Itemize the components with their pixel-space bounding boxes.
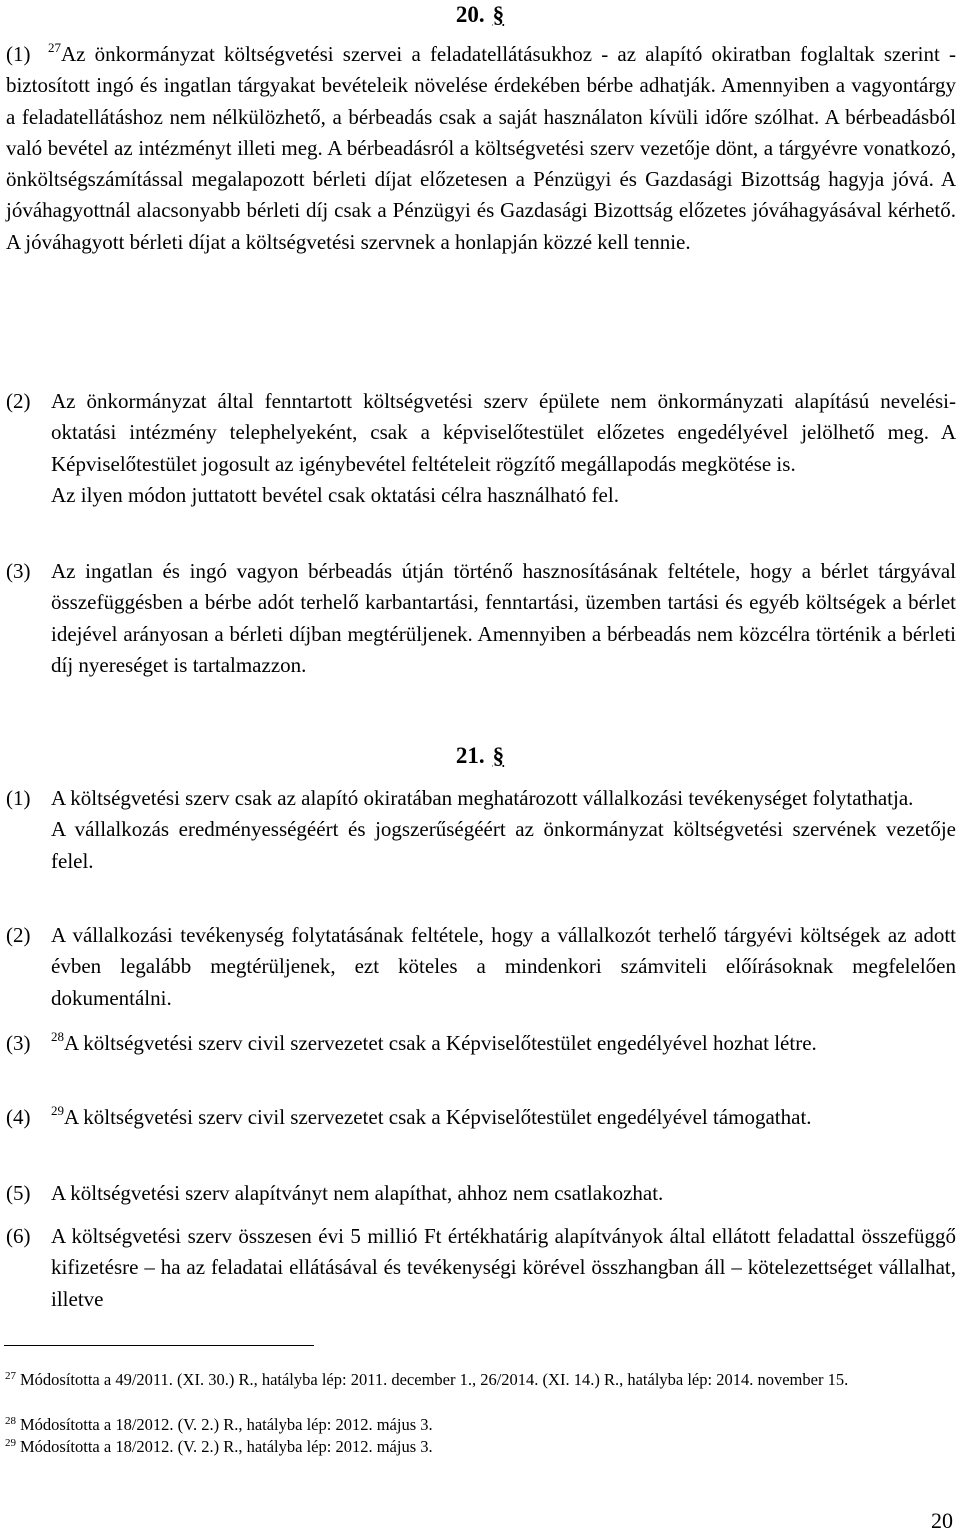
section-symbol: § (492, 2, 505, 27)
paragraph-number: (4) (6, 1105, 31, 1129)
paragraph-text (51, 1178, 956, 1209)
paragraph-text (51, 920, 956, 1014)
footnote-ref: 29 (51, 1103, 64, 1118)
footnote-number: 28 (5, 1415, 16, 1427)
paragraph-content: Az önkormányzat által fenntartott költségvetési szerv épülete nem önkormányzati alapítású nevelési-oktatási intézmény telephelyeként, csak a képviselőtestület előzetes engedélyével jelölhető meg. A Képviselőtestület jogosult az igénybevétel feltételeit rögzítő megállapodás megkötése is. (51, 389, 956, 476)
paragraph-number: (2) (6, 923, 31, 947)
footnote-text: Módosította a 49/2011. (XI. 30.) R., hatályba lép: 2011. december 1., 26/2014. (XI. 14.) R., hatályba lép: 2014. november 15. (20, 1370, 849, 1389)
paragraph-20-3 (6, 556, 956, 716)
paragraph-content: Az ingatlan és ingó vagyon bérbeadás útján történő hasznosításának feltétele, hogy a bérlet tárgyával összefüggésben a bérbe adót terhelő karbantartási, fenntartási, üzemben tartási és egyéb költségek a bérlet idejével arányosan a bérleti díjban megtérüljenek. Amennyiben a bérbeadás nem közcélra történik a bérleti díj nyereséget is tartalmazzon. (51, 559, 956, 677)
footnote-text: Módosította a 18/2012. (V. 2.) R., hatályba lép: 2012. május 3. (20, 1437, 433, 1456)
paragraph-number: (6) (6, 1224, 31, 1248)
paragraph-text (51, 556, 956, 681)
section-number: 21. (455, 743, 485, 768)
footnote-ref: 28 (51, 1029, 64, 1044)
paragraph-content: Az önkormányzat költségvetési szervei a feladatellátásukhoz - az alapító okiratban foglaltak szerint - biztosított ingó és ingatlan tárgyakat bevételeik növelése érdekében bérbe adhatják. Amennyiben a vagyontárgy a feladatellátáshoz nem nélkülözhető, a bérbeadás csak a saját használaton kívüli időre szólhat. A bérbeadásból való bevétel az intézményt illeti meg. A bérbeadásról a költségvetési szerv vezetője dönt, a tárgyévre vonatkozó, önköltségszámítással megalapozott bérleti díjat előzetesen a Pénzügyi és Gazdasági Bizottság hagyja jóvá. A jóváhagyottnál alacsonyabb bérleti díj csak a Pénzügyi és Gazdasági Bizottság előzetes jóváhagyásával kérhető. A jóváhagyott bérleti díjat a költségvetési szervnek a honlapján közzé kell tennie. (6, 42, 956, 254)
paragraph-text (51, 1102, 956, 1133)
paragraph-continuation: A vállalkozás eredményességéért és jogszerűségéért az önkormányzat költségvetési szervének vezetője felel. (51, 817, 956, 873)
section-symbol: § (492, 743, 505, 768)
section-heading-20 (430, 2, 530, 28)
paragraph-text (51, 1028, 956, 1059)
footnote-separator (4, 1345, 314, 1346)
paragraph-continuation: Az ilyen módon juttatott bevétel csak oktatási célra használható fel. (51, 482, 619, 507)
paragraph-21-5 (6, 1178, 956, 1212)
paragraph-content: A költségvetési szerv összesen évi 5 millió Ft értékhatárig alapítványok által ellátott feladattal összefüggő kifizetésre – ha az feladatai ellátásával és tevékenységi körével összhangban áll – kötelezettséget vállalhat, illetve (51, 1224, 956, 1311)
paragraph-number: (1) (6, 786, 31, 810)
paragraph-number: (1) (6, 42, 31, 66)
paragraph-content: A költségvetési szerv csak az alapító okiratában meghatározott vállalkozási tevékenységet folytathatja. (51, 786, 914, 810)
footnote-ref: 27 (48, 40, 61, 55)
footnote-28 (5, 1414, 930, 1436)
footnote-27 (5, 1369, 930, 1391)
paragraph-20-1 (6, 39, 956, 359)
footnote-number: 29 (5, 1437, 16, 1449)
paragraph-text (51, 1221, 956, 1315)
paragraph-content: A költségvetési szerv civil szervezetet csak a Képviselőtestület engedélyével támogathat. (64, 1105, 812, 1129)
page-number: 20 (931, 1508, 953, 1533)
paragraph-number: (3) (6, 559, 31, 583)
section-number: 20. (455, 2, 485, 27)
footnote-number: 27 (5, 1370, 16, 1382)
paragraph-21-3 (6, 1028, 956, 1094)
footnote-29 (5, 1436, 930, 1458)
paragraph-21-1 (6, 783, 956, 913)
footnote-text: Módosította a 18/2012. (V. 2.) R., hatályba lép: 2012. május 3. (20, 1415, 433, 1434)
paragraph-content: A költségvetési szerv civil szervezetet csak a Képviselőtestület engedélyével hozhat létre. (64, 1031, 817, 1055)
paragraph-text (51, 783, 956, 877)
paragraph-content: A költségvetési szerv alapítványt nem alapíthat, ahhoz nem csatlakozhat. (51, 1181, 664, 1205)
paragraph-21-2 (6, 920, 956, 1020)
paragraph-21-6 (6, 1221, 956, 1321)
paragraph-20-2 (6, 386, 956, 546)
paragraph-content: A vállalkozási tevékenység folytatásának feltétele, hogy a vállalkozót terhelő tárgyévi költségek az adott évben legalább megtérüljenek, ezt köteles a mindenkori számviteli előírásoknak megfelelően dokumentálni. (51, 923, 956, 1010)
section-heading-21 (430, 743, 530, 769)
paragraph-21-4 (6, 1102, 956, 1168)
paragraph-number: (3) (6, 1031, 31, 1055)
paragraph-text (51, 386, 956, 511)
paragraph-number: (5) (6, 1181, 31, 1205)
paragraph-number: (2) (6, 389, 31, 413)
paragraph-text (6, 39, 956, 258)
